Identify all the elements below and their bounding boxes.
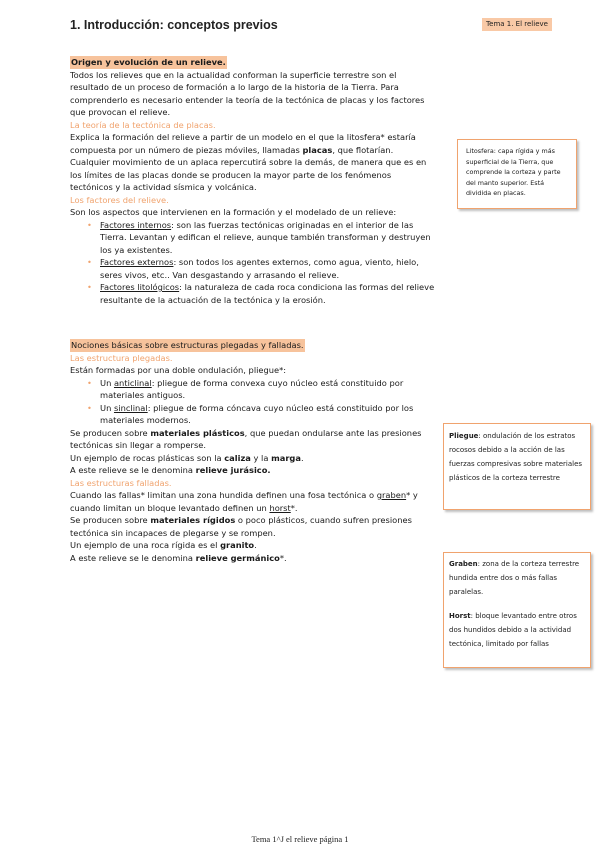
paragraph-intro: Todos los relieves que en la actualidad conforman la superficie terrestre son el resultado de un proceso de formación a lo largo de la historia de la Tierra. Para comprenderlo es necesario entender la teoría de la tectónica de placas y los factores que provocan el relieve. (70, 69, 425, 117)
list-item (87, 219, 435, 257)
text-fragment: . (300, 452, 304, 463)
paragraph-tectonics (70, 131, 435, 194)
list-item (87, 256, 435, 281)
note-term: Horst (449, 612, 471, 620)
bold-term: granito (220, 540, 255, 550)
note-litosfera (457, 139, 577, 209)
subheading-tectonics: La teoría de la tectónica de placas. (70, 119, 216, 130)
text-fragment: Cuando las fallas* limitan una zona hundida definen una fosa tectónica o (70, 490, 377, 500)
text-fragment: , que flotarían. Cualquier movimiento de un aplaca repercutirá sobre la demás, de manera que es en los límites de las placas donde se producen la mayor parte de los fenómenos tectónicos y la actividad sísmica y volcánica. (70, 144, 427, 192)
text-fragment: A este relieve se le denomina (70, 552, 196, 563)
paragraph-germanic (70, 552, 435, 565)
text-fragment: Explica la formación del relieve a partir de un modelo en el que la litosfera* estaría compuesta por un número de piezas móviles, llamadas (70, 132, 416, 155)
section-origin (70, 56, 435, 306)
text-fragment: Un (100, 402, 114, 413)
bold-term: relieve jurásico. (195, 465, 271, 475)
topic-tag: Tema 1. El relieve (482, 18, 552, 31)
note-horst (449, 609, 585, 651)
bold-term-placas: placas (302, 144, 333, 155)
note-pliegue (443, 423, 591, 510)
text-fragment: Se producen sobre (70, 515, 151, 525)
term-horst: horst (269, 502, 291, 513)
paragraph-rigid-example (70, 539, 435, 552)
text-fragment: Se producen sobre (70, 427, 151, 438)
paragraph-plastic-example (70, 452, 435, 465)
bullet-icon: • (87, 219, 92, 230)
text-fragment: *. (290, 502, 298, 513)
term-anticlinal: anticlinal (113, 377, 152, 388)
note-text: Litosfera: capa rígida y más superficial de la Tierra, que comprende la corteza y parte del manto superior. Está dividida en placas. (466, 147, 561, 197)
text-fragment: * y cuando limitan un bloque levantado definen un (70, 490, 418, 513)
term-factores-litologicos: Factores litológicos (100, 282, 180, 292)
term-factores-externos: Factores externos (100, 257, 174, 267)
section-structures (70, 339, 435, 564)
note-text: : ondulación de los estratos rocosos debido a la acción de las fuerzas compresivas sobre materiales plásticos de la corteza terrestre (449, 432, 583, 482)
term-factores-internos: Factores internos (100, 219, 172, 230)
page-title: 1. Introducción: conceptos previos (70, 18, 278, 32)
bold-term: materiales rígidos (150, 515, 236, 525)
note-term: Pliegue (449, 432, 479, 440)
text-fragment: : son todos los agentes externos, como agua, viento, hielo, seres vivos, etc.. Van desgastando y arrasando el relieve. (100, 257, 419, 280)
paragraph-faults (70, 489, 435, 514)
list-item (87, 402, 435, 427)
note-term: Graben (449, 560, 478, 568)
paragraph-rigid (70, 514, 435, 539)
term-graben: graben (376, 490, 407, 500)
text-fragment: *. (279, 552, 287, 563)
paragraph-factors-intro: Son los aspectos que intervienen en la formación y el modelado de un relieve: (70, 207, 397, 217)
text-fragment: : pliegue de forma convexa cuyo núcleo está constituido por materiales antiguos. (100, 377, 404, 400)
section-heading-structures: Nociones básicas sobre estructuras plegadas y falladas. (71, 340, 304, 350)
text-fragment: A este relieve se le denomina (70, 465, 196, 475)
bold-term: materiales plásticos (150, 427, 245, 438)
text-fragment: Un (100, 377, 114, 388)
text-fragment: : son las fuerzas tectónicas originadas en el interior de las Tierra. Levantan y edifican el relieve, aunque también transforman y destruyen los ya existentes. (100, 219, 431, 255)
subheading-faulted: Las estructuras falladas. (70, 477, 172, 488)
text-fragment: Un ejemplo de una roca rígida es el (70, 540, 221, 550)
paragraph-plastic (70, 427, 435, 452)
subheading-factors: Los factores del relieve. (70, 194, 169, 205)
list-item (87, 281, 435, 306)
list-item (87, 377, 435, 402)
text-fragment: o poco plásticos, cuando sufren presiones tectónica sin incapaces de plegarse y se rompen. (70, 515, 412, 538)
page-footer: Tema 1^J el relieve página 1 (251, 834, 349, 844)
bold-term: marga (271, 452, 301, 463)
note-text: : zona de la corteza terrestre hundida entre dos o más fallas paralelas. (449, 560, 580, 596)
bullet-icon: • (87, 377, 92, 388)
bullet-icon: • (87, 257, 92, 267)
section-heading-origin: Origen y evolución de un relieve. (71, 57, 226, 67)
note-graben (449, 557, 585, 599)
paragraph-jurassic (70, 464, 435, 477)
spacer (449, 599, 585, 609)
note-graben-horst (443, 552, 591, 668)
text-fragment: Un ejemplo de rocas plásticas son la (70, 452, 225, 463)
bullet-icon: • (87, 282, 92, 292)
folds-list (70, 377, 435, 427)
paragraph-folds-intro: Están formadas por una doble ondulación, pliegue*: (70, 365, 287, 375)
note-text: : bloque levantado entre otros dos hundidos debido a la actividad tectónica, limitado por fallas (449, 612, 577, 648)
text-fragment: : la naturaleza de cada roca condiciona las formas del relieve resultante de la actuación de la tectónica y la erosión. (100, 282, 435, 305)
bullet-icon: • (87, 402, 92, 413)
factors-list (70, 219, 435, 307)
bold-term: relieve germánico (195, 552, 280, 563)
text-fragment: , que puedan ondularse ante las presiones tectónicas sin llegar a romperse. (70, 427, 422, 450)
text-fragment: . (254, 540, 257, 550)
text-fragment: y la (250, 452, 272, 463)
subheading-folded: Las estructura plegadas. (70, 352, 173, 363)
text-fragment: : pliegue de forma cóncava cuyo núcleo está constituido por los materiales modernos. (100, 402, 414, 425)
term-sinclinal: sinclinal (113, 402, 148, 413)
bold-term: caliza (224, 452, 251, 463)
